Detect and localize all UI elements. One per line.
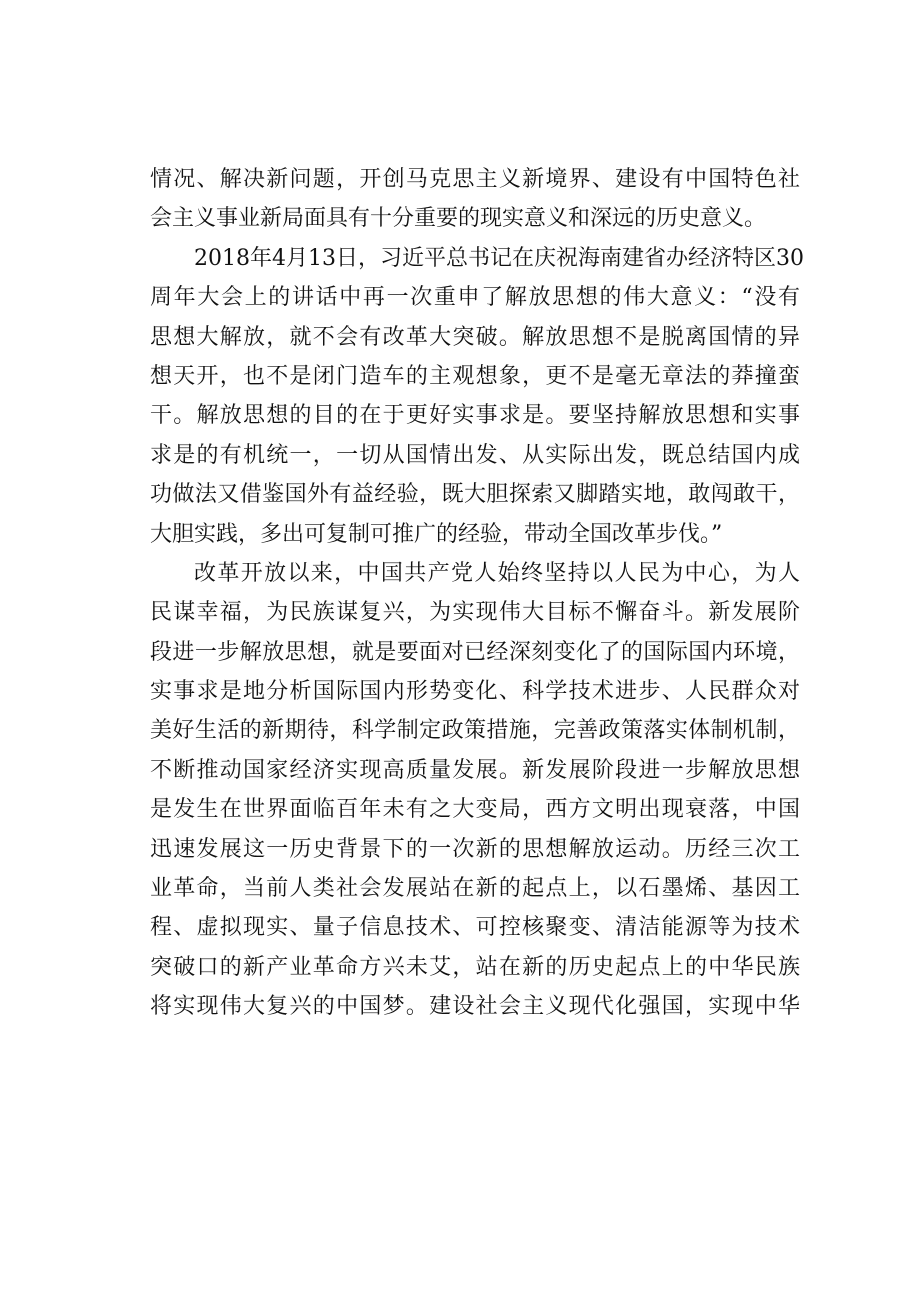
- text-line: 功做法又借鉴国外有益经验，既大胆探索又脚踏实地，敢闯敢干，: [150, 482, 800, 508]
- text-line: 美好生活的新期待，科学制定政策措施，完善政策落实体制机制，: [150, 718, 800, 744]
- text-line: 程、虚拟现实、量子信息技术、可控核聚变、清洁能源等为技术: [150, 915, 800, 941]
- text-line: 突破口的新产业革命方兴未艾，站在新的历史起点上的中华民族: [150, 954, 800, 980]
- text-line: 求是的有机统一，一切从国情出发、从实际出发，既总结国内成: [150, 442, 800, 468]
- text-line: 段进一步解放思想，就是要面对已经深刻变化了的国际国内环境，: [150, 639, 800, 665]
- text-line: 将实现伟大复兴的中国梦。建设社会主义现代化强国，实现中华: [150, 994, 800, 1020]
- text-line: 情况、解决新问题，开创马克思主义新境界、建设有中国特色社: [150, 167, 800, 192]
- body-text: [150, 160, 804, 1027]
- text-line: 是发生在世界面临百年未有之大变局，西方文明出现衰落，中国: [150, 797, 800, 823]
- text-line: 民谋幸福，为民族谋复兴，为实现伟大目标不懈奋斗。新发展阶: [150, 600, 800, 626]
- text-line: 干。解放思想的目的在于更好实事求是。要坚持解放思想和实事: [150, 403, 800, 429]
- text-line: 思想大解放，就不会有改革大突破。解放思想不是脱离国情的异: [150, 324, 800, 350]
- text-line: 不断推动国家经济实现高质量发展。新发展阶段进一步解放思想: [150, 757, 800, 783]
- text-line: 会主义事业新局面具有十分重要的现实意义和深远的历史意义。: [150, 206, 767, 232]
- text-line: 大胆实践，多出可复制可推广的经验，带动全国改革步伐。”: [150, 521, 723, 547]
- text-line: 周年大会上的讲话中再一次重申了解放思想的伟大意义：“没有: [150, 285, 800, 311]
- text-line: 业革命，当前人类社会发展站在新的起点上，以石墨烯、基因工: [150, 876, 800, 902]
- text-line: 想天开，也不是闭门造车的主观想象，更不是毫无章法的莽撞蛮: [150, 363, 800, 389]
- paragraph-first-line: 2018年4月13日，习近平总书记在庆祝海南建省办经济特区30: [194, 245, 804, 271]
- text-line: 实事求是地分析国际国内形势变化、科学技术进步、人民群众对: [150, 679, 800, 705]
- text-line: 迅速发展这一历史背景下的一次新的思想解放运动。历经三次工: [150, 836, 800, 862]
- paragraph-first-line: 改革开放以来，中国共产党人始终坚持以人民为中心，为人: [194, 560, 800, 586]
